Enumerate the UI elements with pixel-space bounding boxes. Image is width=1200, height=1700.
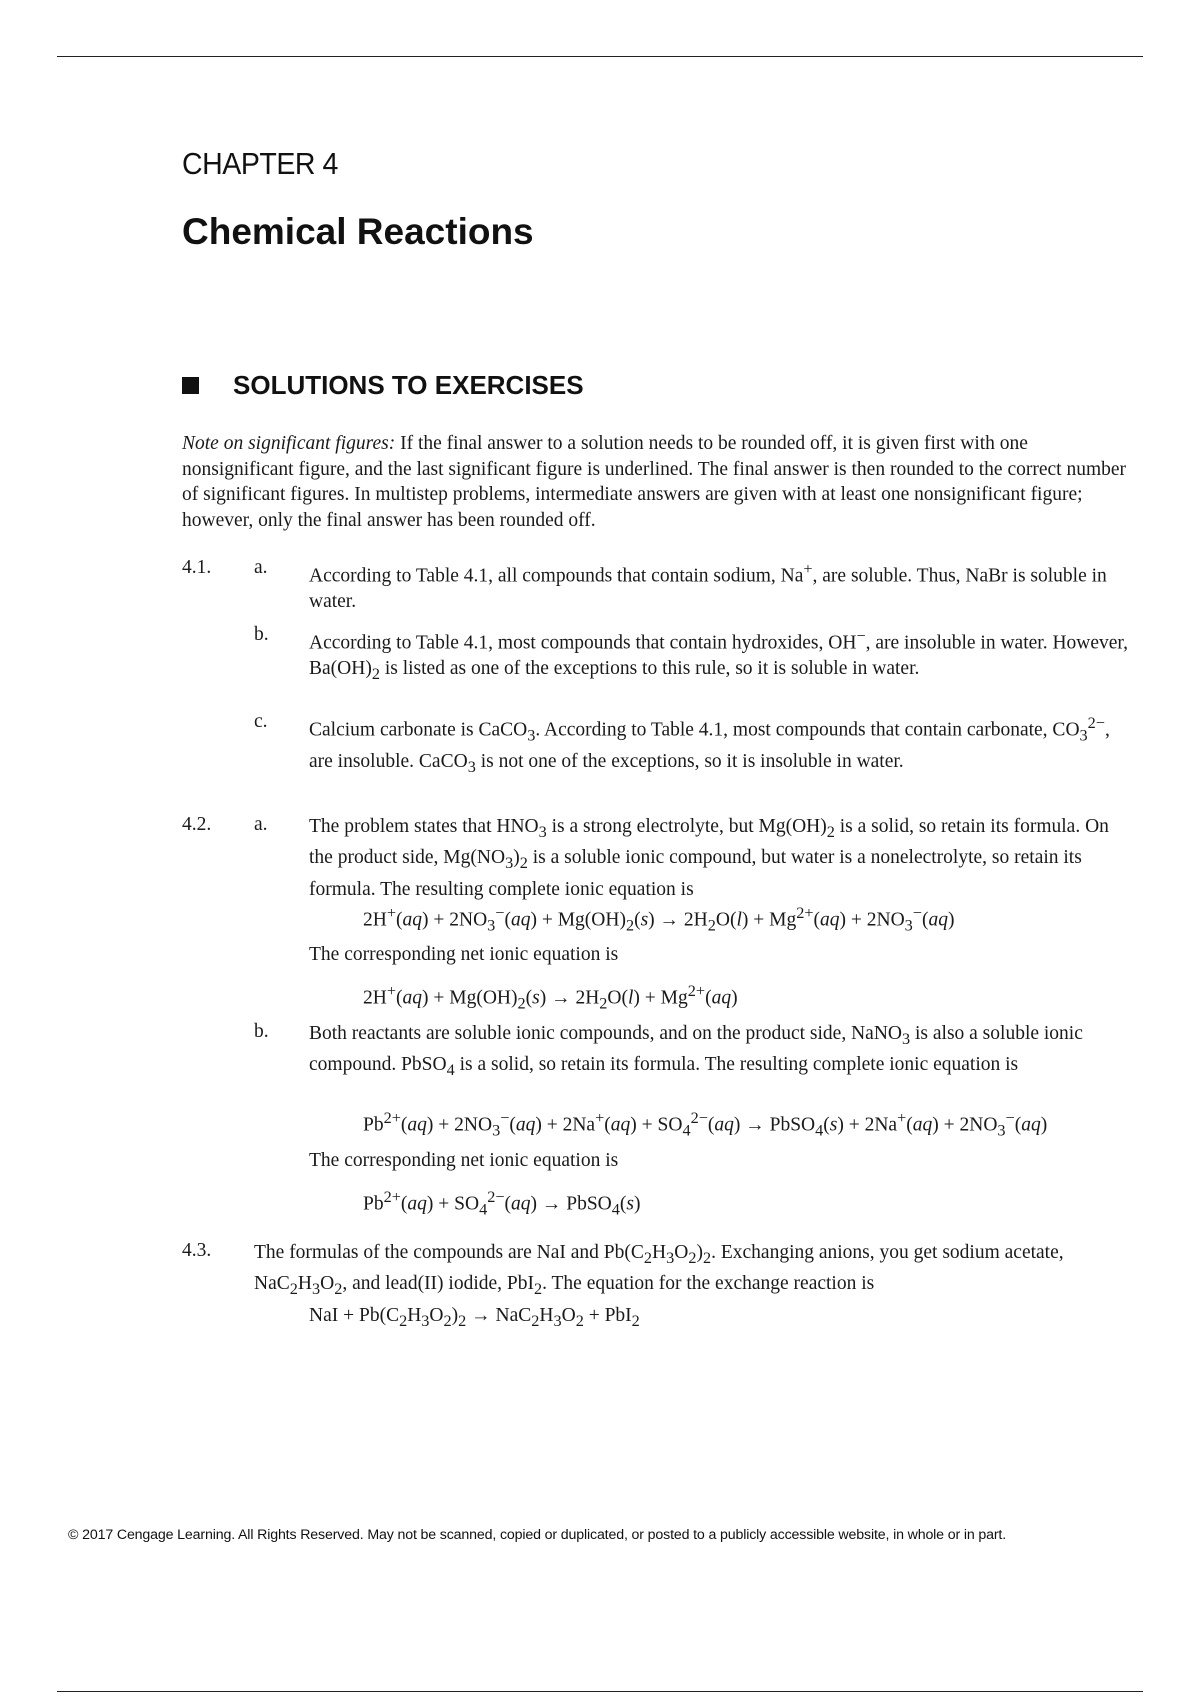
complete-ionic-equation: $Pb^{2+}(aq) + 2NO_3^-(aq) + 2Na^+(aq) + SO_4^{2-}(aq)$ → PbSO$_4$(s) + $2Na^+(aq) + 2NO_3^-(aq)$ [363, 1109, 1048, 1140]
top-rule [57, 56, 1143, 57]
section-heading [182, 370, 584, 401]
note-body: If the final answer to a solution needs to be rounded off, it is given first with one nonsignificant figure, and the last significant figure is underlined. The final answer is then rounded to the correct number of significant figures. In multistep problems, intermediate answers are given with at least one nonsignificant figure; however, only the final answer has been rounded off. [182, 433, 1127, 531]
complete-ionic-equation: $2H^+(aq) + 2NO_3^-(aq) + Mg(OH)_2(s) \to 2H_2O(l) + Mg^{2+}(aq) + 2NO_3^-(aq)$ [363, 904, 955, 935]
exchange-reaction-equation: NaI + $Pb(C_2H_3O_2)_2 \to NaC_2H_3O_2 + PbI_2$ [309, 1305, 640, 1330]
exercise-4-2-a-text: The problem states that $HNO_3$ is a strong electrolyte, but $Mg(OH)_2$ is a solid, so retain its formula. On the product side, $Mg(NO_3)_2$ is a soluble ionic compound, but water is a nonelectrolyte, so retain its formula. The resulting complete ionic equation is [309, 816, 1109, 900]
part-letter: a. [254, 557, 268, 578]
part-letter: b. [254, 624, 269, 645]
copyright-footer: © 2017 Cengage Learning. All Rights Reserved. May not be scanned, copied or duplicated, or posted to a publicly accessible website, in whole or in part. [68, 1527, 1006, 1543]
square-bullet-icon [182, 377, 199, 394]
exercise-4-1-a-text: According to Table 4.1, all compounds that contain sodium, Na+, are soluble. Thus, NaBr is soluble in water. [309, 560, 1107, 612]
exercise-number: 4.3. [182, 1240, 212, 1261]
bottom-rule [57, 1691, 1143, 1692]
exercise-number: 4.1. [182, 557, 212, 578]
part-letter: b. [254, 1021, 269, 1042]
exercise-4-1-b-text: According to Table 4.1, most compounds that contain hydroxides, OH−, are insoluble in water. However, $Ba(OH)_2$ is listed as one of the exceptions to this rule, so it is soluble in water. [309, 627, 1129, 683]
part-letter: a. [254, 814, 268, 835]
exercise-4-2-b-text: Both reactants are soluble ionic compounds, and on the product side, NaNO$_3$ is also a soluble ionic compound. PbSO$_4$ is a solid, so retain its formula. The resulting complete ionic equation is [309, 1023, 1083, 1080]
chapter-title: Chemical Reactions [182, 211, 534, 252]
part-letter: c. [254, 711, 268, 732]
significant-figures-note [182, 431, 1128, 533]
section-heading-text: SOLUTIONS TO EXERCISES [233, 370, 584, 400]
net-ionic-caption: The corresponding net ionic equation is [309, 944, 619, 965]
chapter-label: CHAPTER 4 [182, 146, 338, 181]
net-ionic-equation: $Pb^{2+}(aq) + SO_4^{2-}(aq)$ → PbSO$_4$(s) [363, 1188, 641, 1219]
note-lead: Note on significant figures: [182, 433, 396, 454]
exercise-4-3-text: The formulas of the compounds are NaI and $Pb(C_2H_3O_2)_2$. Exchanging anions, you get sodium acetate, $NaC_2H_3O_2$, and lead(II) iodide, PbI$_2$. The equation for the exchange reaction is [254, 1242, 1064, 1299]
exercise-4-1-c-text: Calcium carbonate is CaCO$_3$. According to Table 4.1, most compounds that contain carbonate, $CO_3^{2-}$, are insoluble. CaCO$_3$ is not one of the exceptions, so it is insoluble in water. [309, 714, 1110, 776]
exercise-number: 4.2. [182, 814, 212, 835]
net-ionic-caption: The corresponding net ionic equation is [309, 1150, 619, 1171]
net-ionic-equation: $2H^+(aq) + Mg(OH)_2(s) \to 2H_2O(l) + Mg^{2+}(aq)$ [363, 982, 738, 1013]
